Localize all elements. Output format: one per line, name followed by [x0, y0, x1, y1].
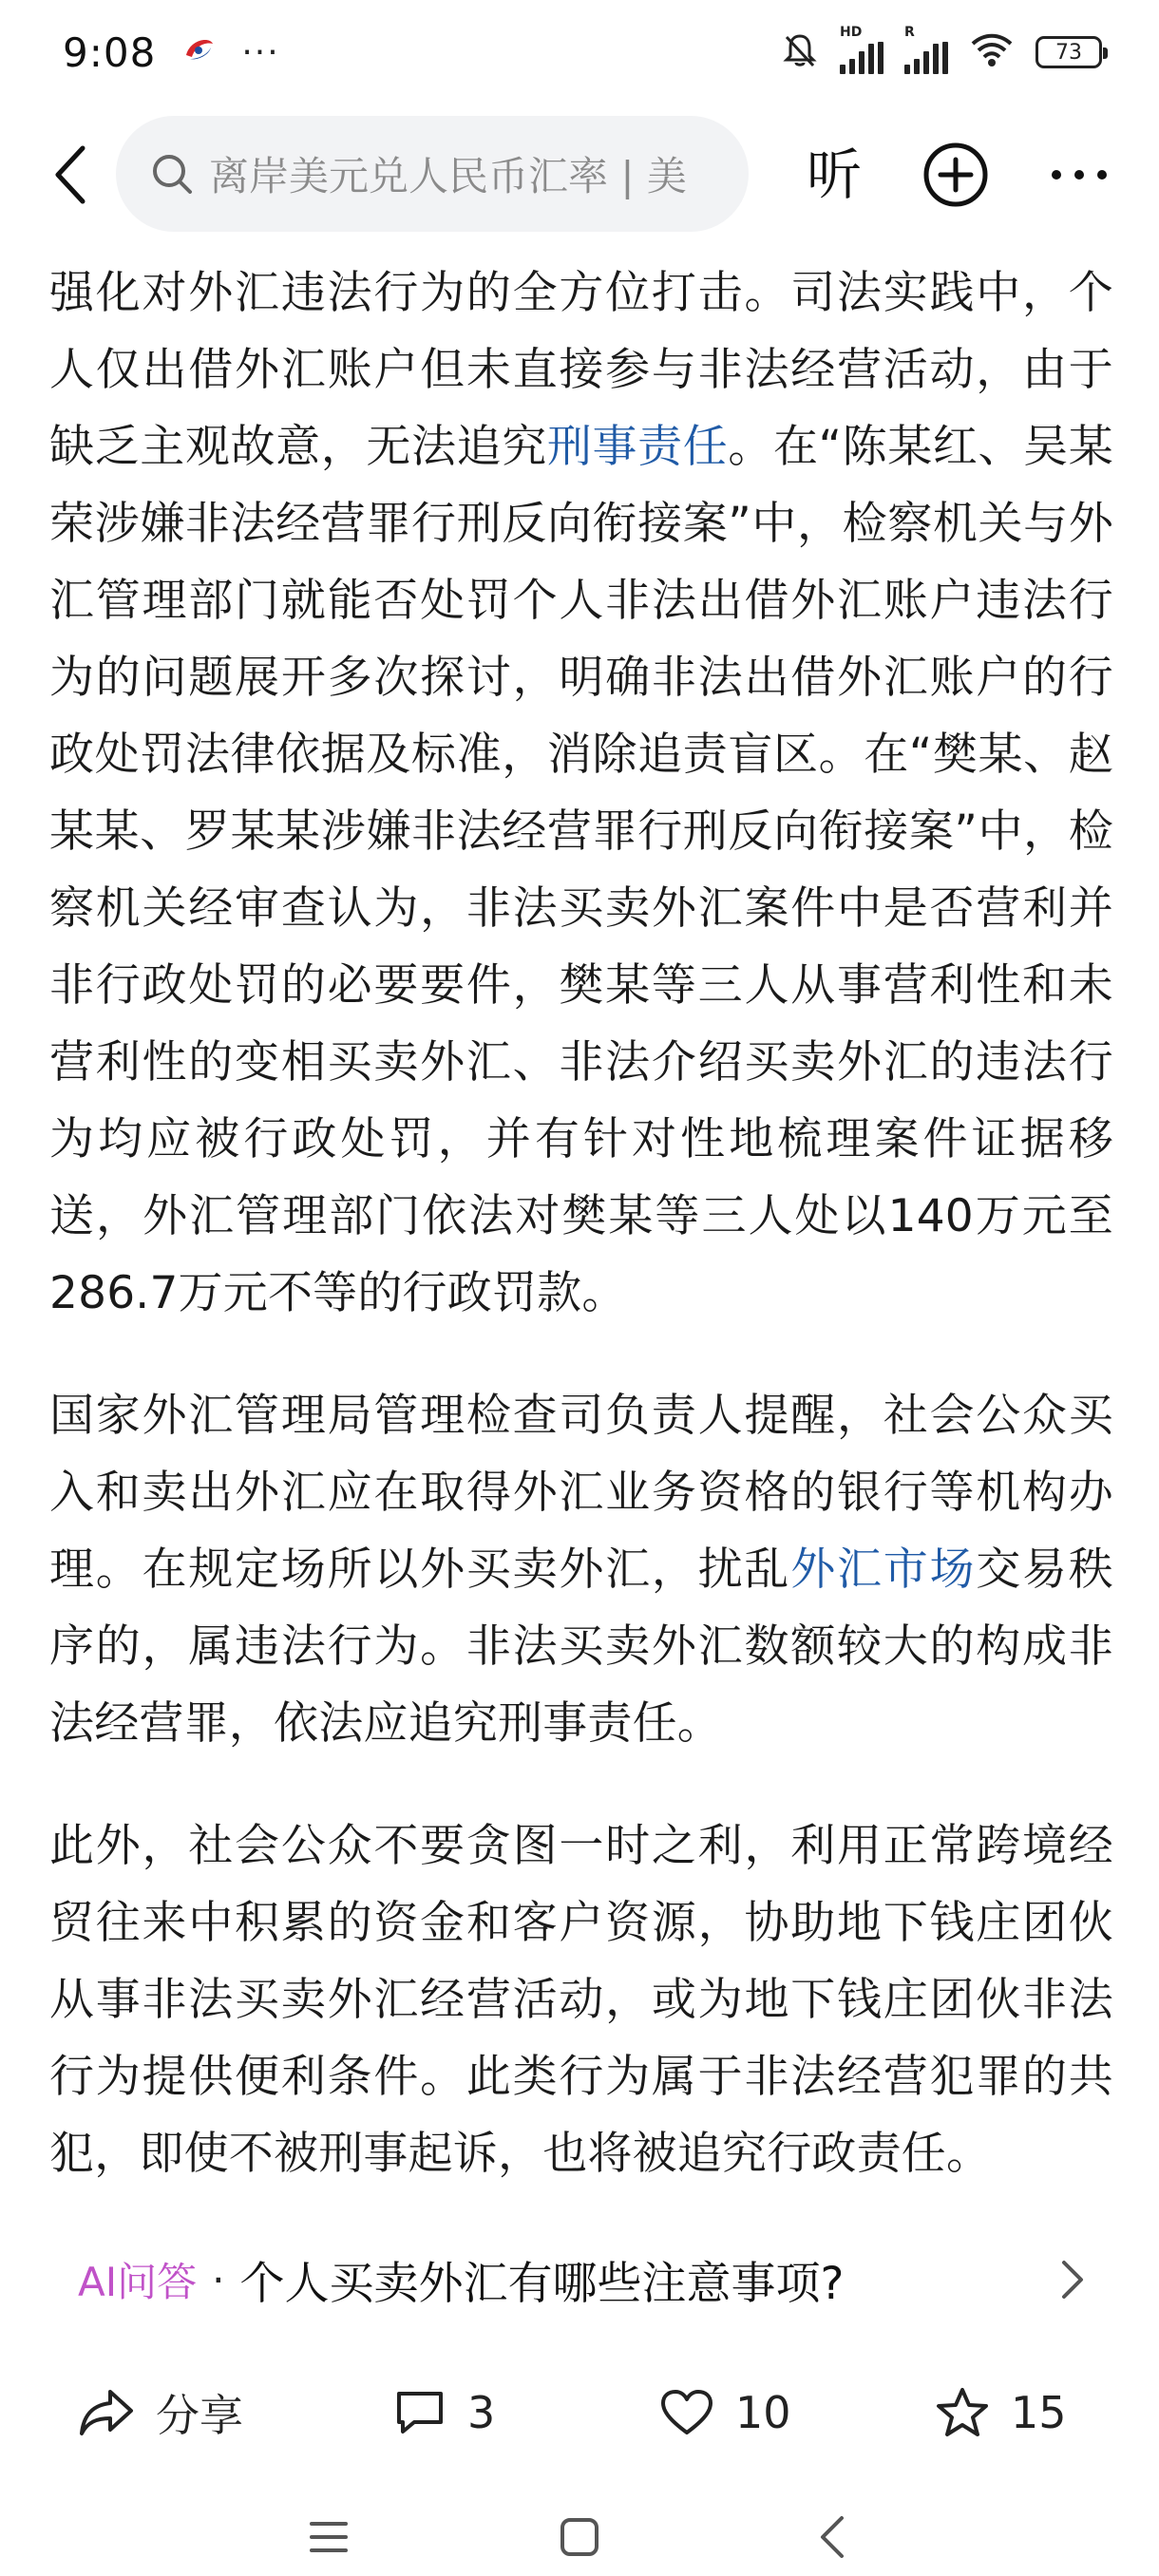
plus-circle-icon [918, 137, 994, 213]
favorite-count: 15 [1011, 2387, 1067, 2438]
share-icon [78, 2386, 135, 2439]
paragraph-2-text-b: 交易秩序的，属违法行为。非法买卖外汇数额较大的构成非法经营罪，依法应追究刑事责任。 [49, 1544, 1113, 1750]
signal-icon [840, 25, 884, 74]
comment-button[interactable] [393, 2365, 495, 2460]
search-query-text: 离岸美元兑人民币汇率 | 美 [209, 153, 687, 199]
comment-count: 3 [467, 2387, 496, 2438]
link-forex-market[interactable]: 外汇市场 [790, 1544, 977, 1596]
signal-icon-2 [904, 25, 948, 74]
star-icon [935, 2386, 990, 2439]
add-button[interactable] [918, 137, 994, 213]
home-square-icon [559, 2516, 600, 2558]
more-button[interactable] [1041, 137, 1117, 213]
more-dots-icon [1041, 137, 1117, 213]
paragraph-2-text-a: 国家外汇管理局管理检查司负责人提醒，社会公众买入和卖出外汇应在取得外汇业务资格的银行等机构办理。在规定场所以外买卖外汇，扰乱 [49, 1390, 1113, 1596]
listen-button[interactable]: 听 [806, 142, 862, 207]
r-label: R [904, 25, 915, 40]
article-paragraph-3: 此外，社会公众不要贪图一时之利，利用正常跨境经贸往来中积累的资金和客户资源，协助地下钱庄团伙从事非法买卖外汇经营活动，或为地下钱庄团伙非法行为提供便利条件。此类行为属于非法经营犯罪的共犯，即使不被刑事起诉，也将被追究行政责任。 [49, 1820, 1113, 2180]
like-button[interactable] [659, 2365, 791, 2460]
hd-label: HD [840, 25, 863, 40]
article-paragraph-2 [49, 1377, 1113, 1762]
ai-qa-question: 个人买卖外汇有哪些注意事项? [239, 2257, 845, 2310]
wifi-icon [969, 32, 1015, 72]
status-time: 9:08 [63, 28, 157, 76]
home-button[interactable] [542, 2504, 618, 2570]
back-chevron-icon [817, 2514, 847, 2560]
ai-qa-tag: AI问答 [78, 2259, 198, 2305]
article-paragraph-1 [49, 255, 1113, 1332]
ai-qa-separator: · [212, 2256, 225, 2303]
link-criminal-liability[interactable]: 刑事责任 [546, 421, 729, 473]
status-more-dots: ··· [241, 32, 280, 72]
battery-icon: 73 [1036, 36, 1102, 68]
search-icon [150, 152, 194, 196]
status-right [781, 25, 1102, 74]
system-back-button[interactable] [794, 2504, 870, 2570]
ai-qa-bar[interactable] [49, 2223, 1110, 2337]
heart-icon [659, 2388, 714, 2437]
status-bar [0, 0, 1159, 104]
back-button[interactable] [36, 139, 103, 211]
recent-apps-button[interactable] [291, 2504, 367, 2570]
top-header [0, 112, 1159, 236]
like-count: 10 [735, 2387, 791, 2438]
mute-bell-icon [781, 31, 819, 73]
comment-icon [393, 2388, 446, 2437]
chevron-right-icon [1058, 2259, 1087, 2301]
share-label: 分享 [156, 2390, 243, 2441]
paragraph-1-text-a: 强化对外汇违法行为的全方位打击。司法实践中，个人仅出借外汇账户但未直接参与非法经营活动，由于缺乏主观故意，无法追究 [49, 267, 1113, 473]
article-body [49, 255, 1113, 2198]
search-box[interactable] [116, 116, 749, 232]
back-arrow-icon [50, 144, 88, 205]
paragraph-1-text-b: 。在“陈某红、吴某荣涉嫌非法经营罪行刑反向衔接案”中，检察机关与外汇管理部门就能否处罚个人非法出借外汇账户违法行为的问题展开多次探讨，明确非法出借外汇账户的行政处罚法律依据及标准，消除追责盲区。在“樊某、赵某某、罗某某涉嫌非法经营罪行刑反向衔接案”中，检察机关经审查认为，非法买卖外汇案件中是否营利并非行政处罚的必要要件，樊某等三人从事营利性和未营利性的变相买卖外汇、非法介绍买卖外汇的违法行为均应被行政处罚，并有针对性地梳理案件证据移送，外汇管理部门依法对樊某等三人处以140万元至286.7万元不等的行政罚款。 [49, 421, 1113, 1319]
status-left [63, 29, 280, 76]
share-button[interactable] [78, 2365, 243, 2460]
action-bar [0, 2365, 1159, 2460]
favorite-button[interactable] [935, 2365, 1067, 2460]
app-logo-icon [180, 34, 217, 70]
system-nav-bar [0, 2498, 1159, 2576]
menu-icon [308, 2518, 350, 2556]
